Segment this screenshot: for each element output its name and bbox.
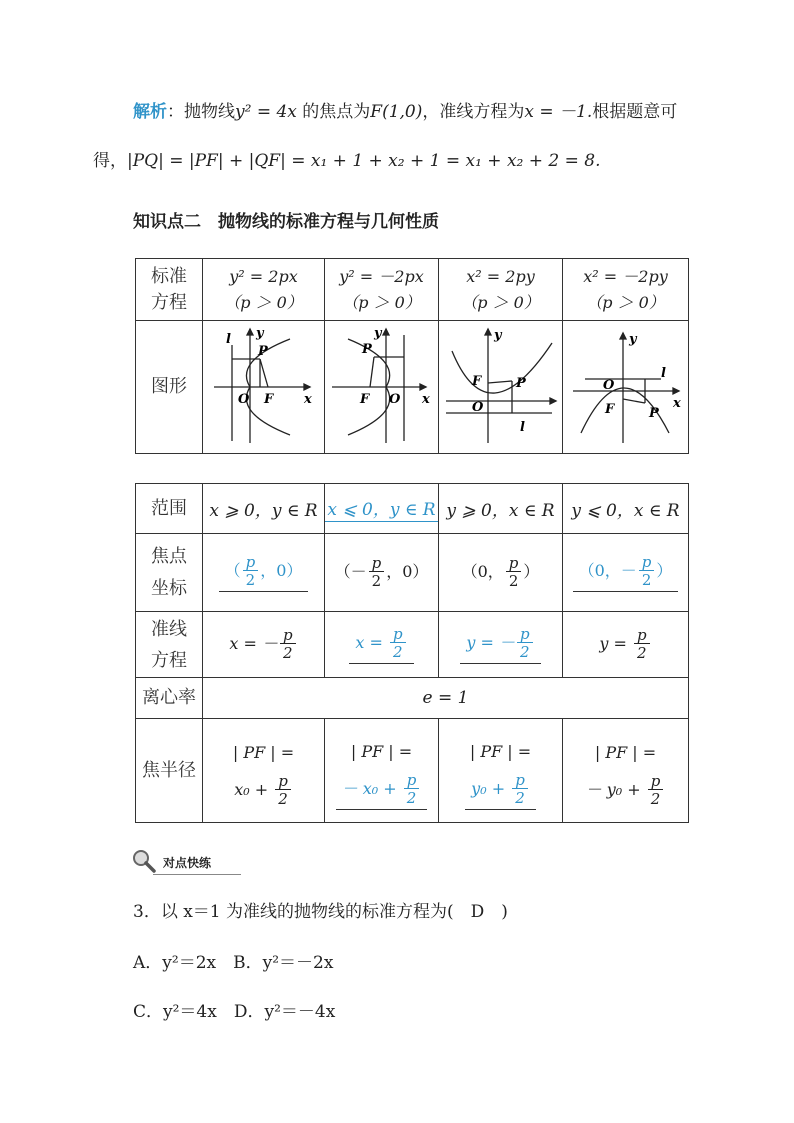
row-label-directrix: 准线 方程 [136,612,203,678]
practice-title: 对点快练 [163,856,212,870]
magnifier-icon [131,848,157,874]
parabola-down-graph [565,321,687,449]
directrix-row [136,612,689,678]
focus-row [136,534,689,612]
eccentricity-value: e = 1 [203,678,689,719]
range-cell: x ⩾ 0，y ∈ R [203,484,325,534]
equation-cell: y² = －2px （p ＞ 0） [325,259,439,321]
graph-cell [325,321,439,454]
focus-cell: （0，－ $\frac{p}{2}$ ） [563,534,689,612]
label-F: F [263,392,273,407]
focus-cell: （－ $\frac{p}{2}$ ，0） [325,534,439,612]
label-O: O [237,392,249,407]
section-title: 知识点二 抛物线的标准方程与几何性质 [133,212,439,232]
label-x: x [303,392,312,407]
label-x: x [421,392,430,407]
range-cell: y ⩾ 0，x ∈ R [439,484,563,534]
analysis-line-1: 解析：抛物线y² = 4x 的焦点为F(1,0)，准线方程为x = －1.根据题意可 [133,102,678,122]
eccentricity-row [136,678,689,719]
directrix-cell: x = － $\frac{p}{2}$ [203,612,325,678]
graph-cell [563,321,689,454]
row-label-eccentricity: 离心率 [136,678,203,719]
label-l: l [660,366,666,381]
label-x: x [672,396,681,411]
row-label-range: 范围 [136,484,203,534]
label-l: l [225,332,231,347]
question-text: 3．以 x＝1 为准线的抛物线的标准方程为( D ) [133,902,508,922]
label-P: P [361,342,372,357]
label-l: l [519,420,525,435]
properties-table [135,483,689,823]
label-y: y [628,332,637,347]
label-y: y [255,326,264,341]
directrix-cell: y = $\frac{p}{2}$ [563,612,689,678]
focus-cell: （ $\frac{p}{2}$ ，0） [203,534,325,612]
parabola-up-graph [440,321,562,449]
range-cell: y ⩽ 0，x ∈ R [563,484,689,534]
label-F: F [359,392,369,407]
practice-underline [153,874,241,875]
equation-cell: x² = －2py （p ＞ 0） [563,259,689,321]
label-y: y [373,326,382,341]
label-O: O [388,392,400,407]
focal-radius-cell: | PF | = y₀ + $\frac{p}{2}$ [439,719,563,823]
label-y: y [493,328,502,343]
focal-radius-cell: | PF | = － x₀ + $\frac{p}{2}$ [325,719,439,823]
equation-cell: y² = 2px （p ＞ 0） [203,259,325,321]
directrix-cell: y = － $\frac{p}{2}$ [439,612,563,678]
parabola-left-graph [326,321,438,449]
label-P: P [515,376,526,391]
directrix-cell: x = $\frac{p}{2}$ [325,612,439,678]
equation-row [136,259,689,321]
options-ab: A．y²＝2x B．y²＝－2x [133,953,334,973]
row-label-focal-radius: 焦半径 [136,719,203,823]
analysis-line-2: 得，|PQ| = |PF| + |QF| = x₁ + 1 + x₂ + 1 = x₁ + x₂ + 2 = 8. [93,151,601,171]
standard-equation-table [135,258,689,454]
parabola-right-graph [204,321,324,449]
focal-radius-cell: | PF | = x₀ + $\frac{p}{2}$ [203,719,325,823]
focus-cell: （0， $\frac{p}{2}$ ） [439,534,563,612]
graph-cell [439,321,563,454]
label-F: F [471,374,481,389]
analysis-label: 解析 [133,102,167,122]
range-cell: x ⩽ 0，y ∈ R [325,484,439,534]
equation-cell: x² = 2py （p ＞ 0） [439,259,563,321]
label-F: F [604,402,614,417]
graph-row [136,321,689,454]
label-O: O [471,400,483,415]
label-P: P [648,406,659,421]
label-P: P [257,344,268,359]
label-O: O [602,378,614,393]
focal-radius-row [136,719,689,823]
options-cd: C．y²＝4x D．y²＝－4x [133,1002,336,1022]
practice-header [131,848,241,878]
focal-radius-cell: | PF | = － y₀ + $\frac{p}{2}$ [563,719,689,823]
row-label-graph: 图形 [136,321,203,454]
range-row [136,484,689,534]
graph-cell [203,321,325,454]
row-label-equation: 标准 方程 [136,259,203,321]
row-label-focus: 焦点 坐标 [136,534,203,612]
